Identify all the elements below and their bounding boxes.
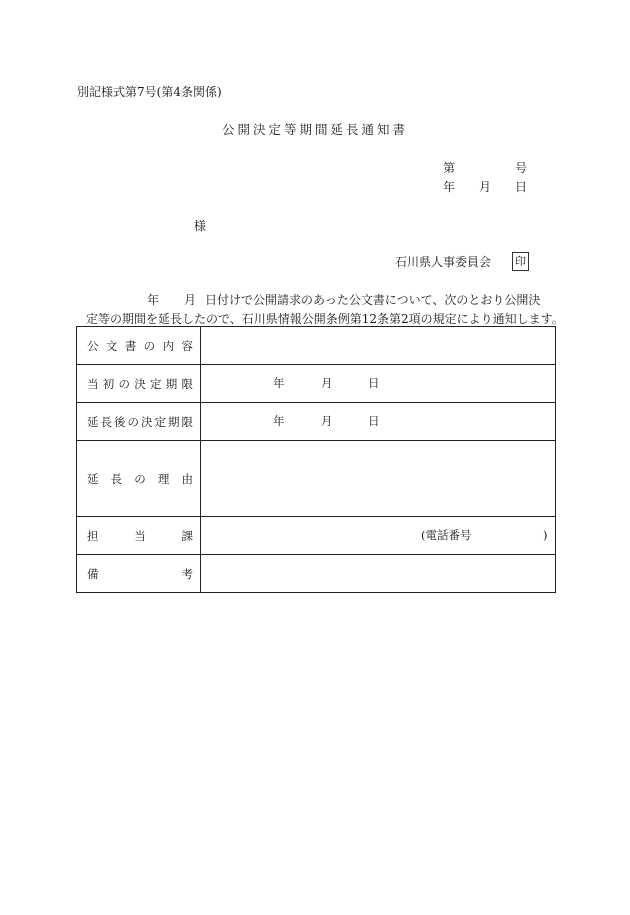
label-char: 課: [181, 528, 193, 543]
date-year-label: 年: [443, 180, 456, 194]
table-row-department: [77, 517, 556, 555]
label-char: 決: [134, 376, 146, 391]
value-extended-deadline[interactable]: [201, 403, 556, 441]
extended-deadline-year: 年: [273, 413, 285, 428]
phone-number-close: ): [543, 527, 548, 542]
table-row-extension-reason: [77, 441, 556, 517]
label-remarks: [77, 555, 201, 593]
label-char: の: [127, 414, 139, 429]
value-extension-reason[interactable]: [201, 441, 556, 517]
label-char: 理: [157, 471, 170, 486]
table-row-document-content: [77, 327, 556, 365]
info-table: [76, 326, 556, 593]
label-char: 延: [87, 414, 99, 429]
seal-stamp: 印: [512, 252, 529, 271]
body-line-2: 定等の期間を延長したので、石川県情報公開条例第12条第2項の規定により通知します。: [86, 312, 564, 326]
label-char: の: [143, 338, 156, 353]
label-char: 書: [124, 338, 137, 353]
label-char: 由: [181, 471, 193, 486]
label-char: 限: [181, 376, 193, 391]
label-char: 当: [87, 376, 99, 391]
form-label: 別記様式第7号(第4条関係): [77, 85, 222, 99]
label-char: 定: [150, 376, 162, 391]
label-char: 容: [181, 338, 193, 353]
label-document-content: [77, 327, 201, 365]
original-deadline-month: 月: [321, 375, 333, 390]
date-month-label: 月: [479, 180, 492, 194]
value-department[interactable]: [201, 517, 556, 555]
label-char: 期: [165, 376, 178, 391]
label-char: 考: [181, 566, 193, 581]
number-prefix: 第: [443, 161, 456, 175]
document-title: 公開決定等期間延長通知書: [221, 122, 408, 137]
value-document-content[interactable]: [201, 327, 556, 365]
body-year-label: 年: [147, 293, 160, 307]
original-deadline-day: 日: [368, 375, 380, 390]
value-remarks[interactable]: [201, 555, 556, 593]
label-char: 備: [87, 566, 99, 581]
label-char: 決: [141, 414, 153, 429]
phone-number-open: (電話番号: [421, 527, 472, 542]
label-char: 担: [87, 528, 99, 543]
number-suffix: 号: [515, 161, 528, 175]
label-char: 初: [102, 376, 115, 391]
label-char: 後: [114, 414, 126, 429]
label-char: 長: [110, 471, 123, 486]
extended-deadline-month: 月: [321, 413, 333, 428]
value-original-deadline[interactable]: [201, 365, 556, 403]
body-line-1-text: 日付けで公開請求のあった公文書について、次のとおり公開決: [205, 293, 541, 307]
label-char: 期: [168, 414, 180, 429]
label-extended-deadline: [77, 403, 201, 441]
issuer-name: 石川県人事委員会: [395, 255, 492, 269]
label-char: 延: [87, 471, 99, 486]
original-deadline-year: 年: [273, 375, 285, 390]
date-day-label: 日: [515, 180, 528, 194]
body-month-label: 月: [184, 293, 197, 307]
label-char: 文: [105, 338, 118, 353]
label-char: 内: [162, 338, 175, 353]
addressee-honorific: 様: [194, 219, 207, 233]
label-char: 限: [181, 414, 193, 429]
label-char: の: [118, 376, 130, 391]
label-char: の: [134, 471, 146, 486]
table-row-extended-deadline: [77, 403, 556, 441]
extended-deadline-day: 日: [368, 413, 380, 428]
label-extension-reason: [77, 441, 201, 517]
label-char: 公: [87, 338, 99, 353]
label-char: 当: [134, 528, 146, 543]
label-char: 長: [100, 414, 112, 429]
label-department: [77, 517, 201, 555]
label-original-deadline: [77, 365, 201, 403]
table-row-remarks: [77, 555, 556, 593]
table-row-original-deadline: [77, 365, 556, 403]
label-char: 定: [154, 414, 166, 429]
